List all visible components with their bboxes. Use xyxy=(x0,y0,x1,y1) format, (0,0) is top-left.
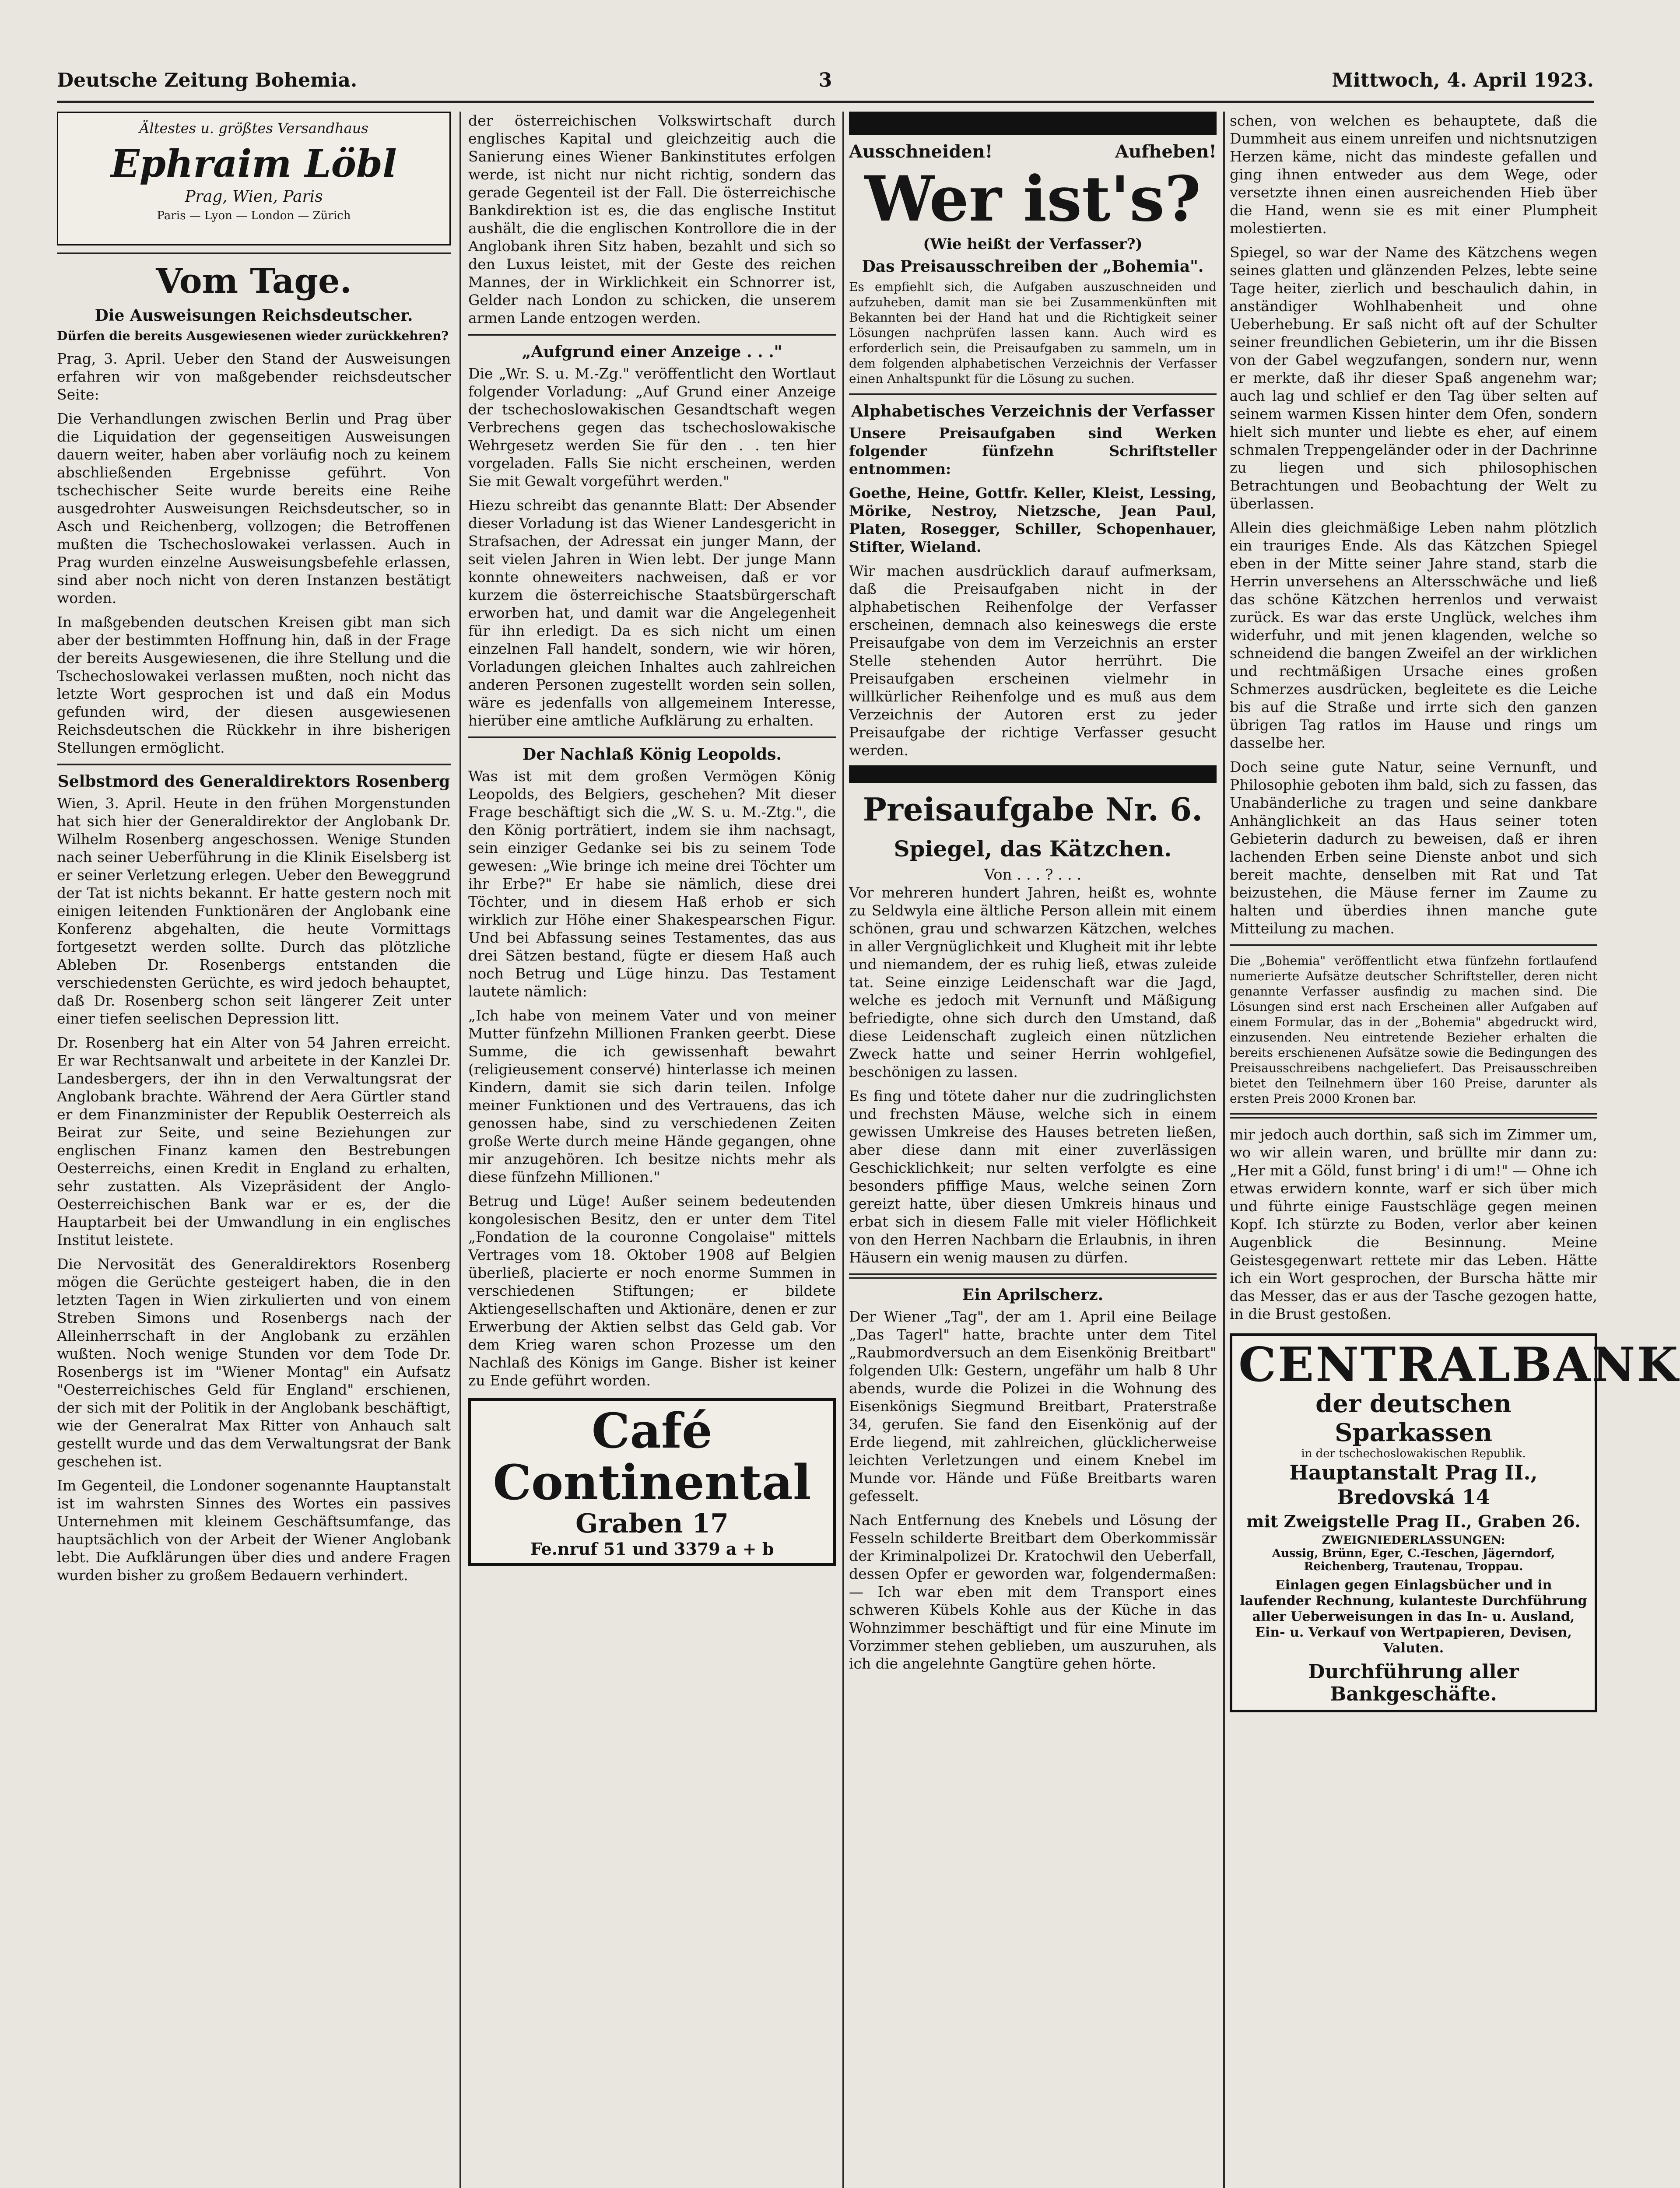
article-paragraph: Allein dies gleichmäßige Leben nahm plötzlich ein trauriges Ende. Als das Kätzchen Spiegel eben in der Mitte seiner Jahre stand, starb die Herrin unversehens an Altersschwäche und ließ das schöne Kätzchen herrenlos und verwaist zurück. Es war das erste Unglück, welches ihm widerfuhr, und mit jenen klagenden, welche so schneidend die bangen Zweifel an der wirklichen und rechtmäßigen Ursache eines großen Schmerzes ausdrücken, begleitete es die Leiche bis auf die Straße und irrte sich den ganzen übrigen Tag ratlos im Hause und rings um dasselbe her. xyxy=(1230,519,1597,751)
article-headline: Der Nachlaß König Leopolds. xyxy=(523,745,782,764)
ad-cafe-name: Café Continental xyxy=(493,1403,811,1511)
decorative-banner xyxy=(849,765,1217,783)
column-3 xyxy=(849,112,1217,2188)
article-paragraph: Der Wiener „Tag", der am 1. April eine Beilage „Das Tagerl" hatte, brachte unter dem Titel „Raubmordversuch an dem Eisenkönig Breitbart" folgenden Ulk: Gestern, ungefähr um halb 8 Uhr abends, wurde die Polizei in die Wohnung des Eisenkönigs Siegmund Breitbart, Praterstraße 34, gerufen. Sie fand den Eisenkönig auf der Erde liegend, mit zahlreichen, glücklicherweise leichten Verletzungen und einem Knebel im Munde vor. Hände und Füße Breitbarts waren gefesselt. xyxy=(849,1308,1217,1504)
bank-country: in der tschechoslowakischen Republik. xyxy=(1301,1447,1526,1460)
article-paragraph: Wien, 3. April. Heute in den frühen Morgenstunden hat sich hier der Generaldirektor der Anglobank Dr. Wilhelm Rosenberg angeschossen. Wenige Stunden nach seiner Ueberführung in die Klinik Eiselsberg ist er seiner Verletzung erlegen. Ueber den Beweggrund der Tat ist nichts bekannt. Er hatte gestern noch mit einigen leitenden Funktionären der Anglobank eine Konferenz abgehalten, die heute Vormittags fortgesetzt werden sollte. Durch das plötzliche Ableben Dr. Rosenbergs entstanden die verschiedensten Gerüchte, es wird jedoch behauptet, daß Dr. Rosenberg schon seit längerer Zeit unter einer tiefen seelischen Depression litt. xyxy=(57,795,451,1027)
column-2 xyxy=(468,112,836,2188)
ad-cities: Prag, Wien, Paris xyxy=(185,188,323,206)
masthead xyxy=(57,66,1594,103)
column-rule xyxy=(1223,112,1225,2188)
article-paragraph: Wir machen ausdrücklich darauf aufmerksam, daß die Preisaufgaben nicht in der alphabetischen Reihenfolge der Verfasser erscheinen, demnach also keineswegs die erste Preisaufgabe von dem im Verzeichnis an erster Stelle stehenden Autor herrührt. Die Preisaufgaben erscheinen vielmehr in willkürlicher Reihenfolge und es muß aus dem Verzeichnis der Autoren erst zu jeder Preisaufgabe der richtige Verfasser gesucht werden. xyxy=(849,562,1217,759)
article-paragraph: Es empfiehlt sich, die Aufgaben auszuschneiden und aufzuheben, damit man sie bei Zusammenkünften mit Bekannten bei der Hand hat und die Richtigkeit seiner Lösungen nachprüfen lassen kann. Auch wird es erforderlich sein, die Preisaufgaben zu sammeln, um in dem folgenden alphabetischen Verzeichnis der Verfasser einen Anhaltspunkt für die Lösung zu suchen. xyxy=(849,280,1217,386)
ad-cafe-phone: Fe.nruf 51 und 3379 a + b xyxy=(530,1539,774,1559)
article-paragraph: Dr. Rosenberg hat ein Alter von 54 Jahren erreicht. Er war Rechtsanwalt und arbeitete in der Kanzlei Dr. Landesbergers, der ihn in den Verwaltungsrat der Anglobank brachte. Während der Aera Gürtler stand er dem Finanzminister der Republik Oesterreich als Beirat zur Seite, und seine Beziehungen zur englischen Finanz kamen den Bestrebungen Oesterreichs, einen Kredit in England zu erhalten, sehr zustatten. Als Vizepräsident der Anglo-Oesterreichischen Bank war er es, der die Hauptarbeit bei der Umwandlung in ein englisches Institut leistete. xyxy=(57,1034,451,1248)
ad-cafe-street: Graben 17 xyxy=(575,1508,729,1539)
section-title: Vom Tage. xyxy=(156,261,352,301)
cutout-right: Aufheben! xyxy=(1115,141,1217,162)
article-paragraph: Nach Entfernung des Knebels und Lösung der Fesseln schilderte Breitbart dem Oberkommissär der Kriminalpolizei Dr. Kratochwil den Ueberfall, dessen Opfer er geworden war, folgendermaßen: — Ich war eben mit dem Transport eines schweren Kübels Kohle aus der Küche in das Wohnzimmer beschäftigt und für eine Minute im Vorzimmer stehen geblieben, um auszuruhen, als ich die angelehnte Gangtüre gehen hörte. xyxy=(849,1511,1217,1672)
article-paragraph: Die „Wr. S. u. M.-Zg." veröffentlicht den Wortlaut folgender Vorladung: „Auf Grund einer Anzeige der tschechoslowakischen Gesandtschaft wegen Verbrechens gegen das tschechoslowakische Wehrgesetz werden Sie für den . . ten hier vorgeladen. Falls Sie nicht erscheinen, werden Sie mit Gewalt vorgeführt werden." xyxy=(468,365,836,490)
divider xyxy=(849,393,1217,395)
puzzle-subtitle: Spiegel, das Kätzchen. xyxy=(894,836,1172,862)
article-paragraph: In maßgebenden deutschen Kreisen gibt man sich aber der bestimmten Hoffnung hin, daß in der Frage der bereits Ausgewiesenen, die ihre Stellung und die Tschechoslowakei verlassen mußten, noch nicht das letzte Wort gesprochen ist und daß ein Modus gefunden wird, der diesen ausgewiesenen Reichsdeutschen die Rückkehr in ihre bisherigen Stellungen ermöglicht. xyxy=(57,614,451,756)
divider xyxy=(468,736,836,738)
article-paragraph: Doch seine gute Natur, seine Vernunft, und Philosophie geboten ihm bald, sich zu fassen, das Unabänderliche zu tragen und seine dankbare Anhänglichkeit an das Haus seiner toten Gebieterin dadurch zu beweisen, daß er ihren lachenden Erben seine Dienste anbot und sich bereit machte, denselben mit Rat und Tat beizustehen, die Mäuse ferner im Zaume zu halten und überdies ihnen manche gute Mitteilung zu machen. xyxy=(1230,758,1597,937)
contest-subtitle: (Wie heißt der Verfasser?) xyxy=(923,235,1143,253)
article-headline: „Aufgrund einer Anzeige . . ." xyxy=(522,343,782,361)
column-rule xyxy=(459,112,461,2188)
article-paragraph: der österreichischen Volkswirtschaft durch englisches Kapital und gleichzeitig auch die Sanierung eines Wiener Bankinstitutes erfolgen werde, ist nicht nur nicht richtig, sondern das gerade Gegenteil ist der Fall. Die österreichische Bankdirektion ist es, die das englische Institut aushält, die die englischen Kontrollore die in der Anglobank ihren Sitz haben, bezahlt und sich so den Luxus leistet, mit der Geste des reichen Mannes, der in Wirklichkeit ein Schnorrer ist, Gelder nach London zu schicken, die unserem armen Lande entzogen werden. xyxy=(468,112,836,326)
column-1 xyxy=(57,112,451,2188)
bank-branch: mit Zweigstelle Prag II., Graben 26. xyxy=(1246,1511,1581,1531)
ad-cities-list: Paris — Lyon — London — Zürich xyxy=(157,209,351,222)
column-rule xyxy=(842,112,844,2188)
article-paragraph: Was ist mit dem großen Vermögen König Leopolds, des Belgiers, geschehen? Mit dieser Frage beschäftigt sich die „W. S. u. M.-Ztg.", die den König porträtiert, indem sie ihm nachsagt, sein einziger Gedanke sei bis zu seinem Tode gewesen: „Wie bringe ich meine drei Töchter um ihr Erbe?" Er habe sie nämlich, diese drei Töchter, und in diesem Haß erhob er sich wirklich zur Höhe einer Shakespearschen Figur. Und bei Abfassung seines Testamentes, das aus drei Sätzen bestand, fügte er diesem Haß auch noch Betrug und Lüge hinzu. Das Testament lautete nämlich: xyxy=(468,768,836,1000)
bank-branches-title: ZWEIGNIEDERLASSUNGEN: xyxy=(1322,1534,1505,1547)
article-paragraph: Prag, 3. April. Ueber den Stand der Ausweisungen erfahren wir von maßgebender reichsdeutscher Seite: xyxy=(57,350,451,403)
decorative-banner xyxy=(849,112,1217,135)
divider xyxy=(1230,1113,1597,1119)
cafe-continental-advertisement xyxy=(468,1398,836,1566)
article-paragraph: Die Nervosität des Generaldirektors Rosenberg mögen die Gerüchte gesteigert haben, die in den letzten Tagen in Wien zirkulierten und von einem Streben Simons und Rosenbergs nach der Alleinherrschaft in der Anglobank zu erzählen wußten. Noch wenige Stunden vor dem Tode Dr. Rosenbergs ist im "Wiener Montag" ein Aufsatz "Oesterreichisches Geld für England" erschienen, der sich mit der Politik in der Anglobank beschäftigt, wie der Generalrat Max Ritter von Anhauch salt gestellt wurde und das dem Verwaltungsrat der Bank geschehen ist. xyxy=(57,1255,451,1470)
article-paragraph: Die Verhandlungen zwischen Berlin und Prag über die Liquidation der gegenseitigen Ausweisungen dauern weiter, haben aber vorläufig noch zu keinem abschließenden Ergebnisse geführt. Von tschechischer Seite wurde bereits eine Reihe ausgedrohter Ausweisungen Reichsdeutscher, so in Asch und Reichenberg, vollzogen; die Betroffenen mußten die Tschechoslowakei verlassen. Auch in Prag wurden einzelne Ausweisungsbefehle erlassen, sind aber noch nicht von deren Instanzen bestätigt worden. xyxy=(57,410,451,607)
divider xyxy=(849,1273,1217,1279)
article-headline: Alphabetisches Verzeichnis der Verfasser xyxy=(851,402,1215,421)
column-4 xyxy=(1230,112,1680,2188)
article-paragraph: Unsere Preisaufgaben sind Werken folgender fünfzehn Schriftsteller entnommen: xyxy=(849,424,1217,477)
divider xyxy=(1230,944,1597,946)
article-headline: Selbstmord des Generaldirektors Rosenberg xyxy=(57,772,450,791)
paper-name: Deutsche Zeitung Bohemia. xyxy=(57,69,358,91)
article-paragraph: Hiezu schreibt das genannte Blatt: Der Absender dieser Vorladung ist das Wiener Landesgericht in Strafsachen, der Adressat ein junger Mann, der seit vielen Jahren in Wien lebt. Der junge Mann konnte ohneweiters nachweisen, daß er vor kurzem die österreichische Staatsbürgerschaft erworben hat, und damit war die Angelegenheit für ihn erledigt. Da es sich nicht um einen einzelnen Fall handelt, sondern, wie wir hören, Vorladungen gleichen Inhaltes auch zahlreichen anderen Personen zugestellt worden sein sollen, wäre es jedenfalls von allgemeinem Interesse, hierüber eine amtliche Aufklärung zu erhalten. xyxy=(468,497,836,729)
divider xyxy=(468,334,836,336)
divider xyxy=(57,764,451,765)
contest-title: Wer ist's? xyxy=(864,163,1201,235)
article-headline: Die Ausweisungen Reichsdeutscher. xyxy=(95,306,413,325)
puzzle-author: Von . . . ? . . . xyxy=(984,866,1082,884)
loebl-advertisement xyxy=(57,112,451,245)
ad-tagline: Ältestes u. größtes Versandhaus xyxy=(139,120,368,137)
bank-services: Einlagen gegen Einlagsbücher und in laufender Rechnung, kulanteste Durchführung aller Ueberweisungen in das In- u. Ausland, Ein- u. Verkauf von Wertpapieren, Devisen, Valuten. xyxy=(1240,1578,1587,1656)
contest-note: Die „Bohemia" veröffentlicht etwa fünfzehn fortlaufend numerierte Aufsätze deutscher Schriftsteller, deren nicht genannte Verfasser ausfindig zu machen sind. Die Lösungen sind erst nach Erscheinen aller Aufgaben auf einem Formular, das in der „Bohemia" abgedruckt wird, einzusenden. Neu eintretende Bezieher erhalten die bereits erschienenen Aufsätze sowie die Bedingungen des Preisausschreibens nachgeliefert. Das Preisausschreiben bietet den Teilnehmern über 160 Preise, darunter als ersten Preis 2000 Kronen bar. xyxy=(1230,954,1597,1106)
bank-branches: Aussig, Brünn, Eger, C.-Teschen, Jägerndorf, Reichenberg, Trautenau, Troppau. xyxy=(1272,1547,1555,1573)
puzzle-title: Preisaufgabe Nr. 6. xyxy=(863,791,1203,828)
centralbank-advertisement xyxy=(1230,1333,1680,1712)
author-list: Goethe, Heine, Gottfr. Keller, Kleist, Lessing, Mörike, Nestroy, Nietzsche, Jean Paul, Platen, Rosegger, Schiller, Schopenhauer, Stifter, Wieland. xyxy=(849,484,1217,555)
cutout-left: Ausschneiden! xyxy=(849,141,993,162)
cutout-notice xyxy=(849,141,1217,162)
bank-name: CENTRALBANK xyxy=(1238,1337,1680,1392)
article-paragraph: Vor mehreren hundert Jahren, heißt es, wohnte zu Seldwyla eine ältliche Person allein mit einem schönen, grau und schwarzen Kätzchen, welches in aller Vergnüglichkeit und Klugheit mit ihr lebte und niemandem, der es ruhig ließ, etwas zuleide tat. Seine einzige Leidenschaft war die Jagd, welche es jedoch mit Vernunft und Mäßigung befriedigte, ohne sich durch den Umstand, daß diese Leidenschaft zugleich einen nützlichen Zweck hatte und seiner Herrin wohlgefiel, beschönigen zu lassen. xyxy=(849,884,1217,1080)
article-paragraph: schen, von welchen es behauptete, daß die Dummheit aus einem unreifen und nichtsnutzigen Herzen käme, nicht das mindeste gefallen und ging ihnen entweder aus dem Wege, oder versetzte ihnen einen ausreichenden Hieb über die Hand, wenn sie es mit einer Plumpheit molestierten. xyxy=(1230,112,1597,237)
article-headline: Ein Aprilscherz. xyxy=(962,1286,1104,1304)
divider xyxy=(57,252,451,254)
page-number: 3 xyxy=(818,69,832,91)
article-paragraph: mir jedoch auch dorthin, saß sich im Zimmer um, wo wir allein waren, und brüllte mir dann zu: „Her mit a Göld, funst bring' i di um!" — Ohne ich etwas erwidern konnte, warf er sich über mich und führte einige Faustschläge gegen meinen Kopf. Ich stürzte zu Boden, verlor aber keinen Augenblick die Besinnung. Meine Geistesgegenwart rettete mir das Leben. Hätte ich ein Wort gesprochen, der Burscha hätte mir das Messer, das er aus der Tasche gezogen hatte, in die Brust gestoßen. xyxy=(1230,1126,1597,1322)
article-paragraph: „Ich habe von meinem Vater und von meiner Mutter fünfzehn Millionen Franken geerbt. Diese Summe, die ich gewissenhaft bewahrt (religieusement conservé) hinterlasse ich meinen Kindern, damit sie sich darin teilen. Infolge meiner Funktionen und des Vertrauens, das ich genossen habe, sind zu verschiedenen Zeiten große Werte durch meine Hände gegangen, ohne mir anzugehören. Ich besitze nichts mehr als diese fünfzehn Millionen." xyxy=(468,1007,836,1185)
ad-brand-name: Ephraim Löbl xyxy=(111,142,397,186)
article-paragraph: Im Gegenteil, die Londoner sogenannte Hauptanstalt ist im wahrsten Sinnes des Wortes ein passives Unternehmen mit kleinem Geschäftsumfange, das hauptsächlich von der Arbeit der Wiener Anglobank lebt. Die Aufklärungen über dies und andere Fragen wurden bisher zu großem Bedauern verhindert. xyxy=(57,1477,451,1584)
issue-date: Mittwoch, 4. April 1923. xyxy=(1332,69,1594,91)
article-paragraph: Betrug und Lüge! Außer seinem bedeutenden kongolesischen Besitz, den er unter dem Titel „Fondation de la couronne Congolaise" mittels Vertrages vom 18. Oktober 1908 auf Belgien überließ, placierte er noch enorme Summen in verschiedenen Stiftungen; er bildete Aktiengesellschaften und Aktionäre, denen er zur Erwerbung der Aktien selbst das Geld gab. Vor dem Krieg waren schon Prozesse um den Nachlaß des Königs im Gange. Bisher ist keiner zu Ende geführt worden. xyxy=(468,1192,836,1389)
article-paragraph: Spiegel, so war der Name des Kätzchens wegen seines glatten und glänzenden Pelzes, lebte seine Tage heiter, zierlich und beschaulich dahin, in anständiger Wohlhabenheit und ohne Ueberhebung. Er saß nicht oft auf der Schulter seiner freundlichen Gebieterin, um ihr die Bissen von der Gabel wegzufangen, sondern nur, wenn er merkte, daß ihr dieser Spaß angenehm war; auch lag und schlief er den Tag über selten auf seinem warmen Kissen hinter dem Ofen, sondern hielt sich munter und liebte es eher, auf einem schmalen Treppengeländer oder in der Dachrinne zu liegen und sich philosophischen Betrachtungen und Beobachtung der Welt zu überlassen. xyxy=(1230,244,1597,512)
bank-subtitle: der deutschen Sparkassen xyxy=(1315,1389,1512,1447)
article-subhead: Dürfen die bereits Ausgewiesenen wieder zurückkehren? xyxy=(57,329,449,343)
bank-slogan: Durchführung aller Bankgeschäfte. xyxy=(1308,1661,1519,1705)
article-paragraph: Es fing und tötete daher nur die zudringlichsten und frechsten Mäuse, welche sich in einem gewissen Umkreise des Hauses betreten ließen, aber diese dann mit einer zuverlässigen Geschicklichkeit; nur selten verfolgte es eine besonders pfiffige Maus, welche seinen Zorn gereizt hatte, über diesen Umkreis hinaus und erbat sich in diesem Falle mit vieler Höflichkeit von den Herren Nachbarn die Erlaubnis, in ihren Häusern ein wenig mausen zu dürfen. xyxy=(849,1087,1217,1266)
article-headline: Das Preisausschreiben der „Bohemia". xyxy=(862,257,1204,276)
bank-address: Hauptanstalt Prag II., Bredovská 14 xyxy=(1289,1461,1538,1509)
